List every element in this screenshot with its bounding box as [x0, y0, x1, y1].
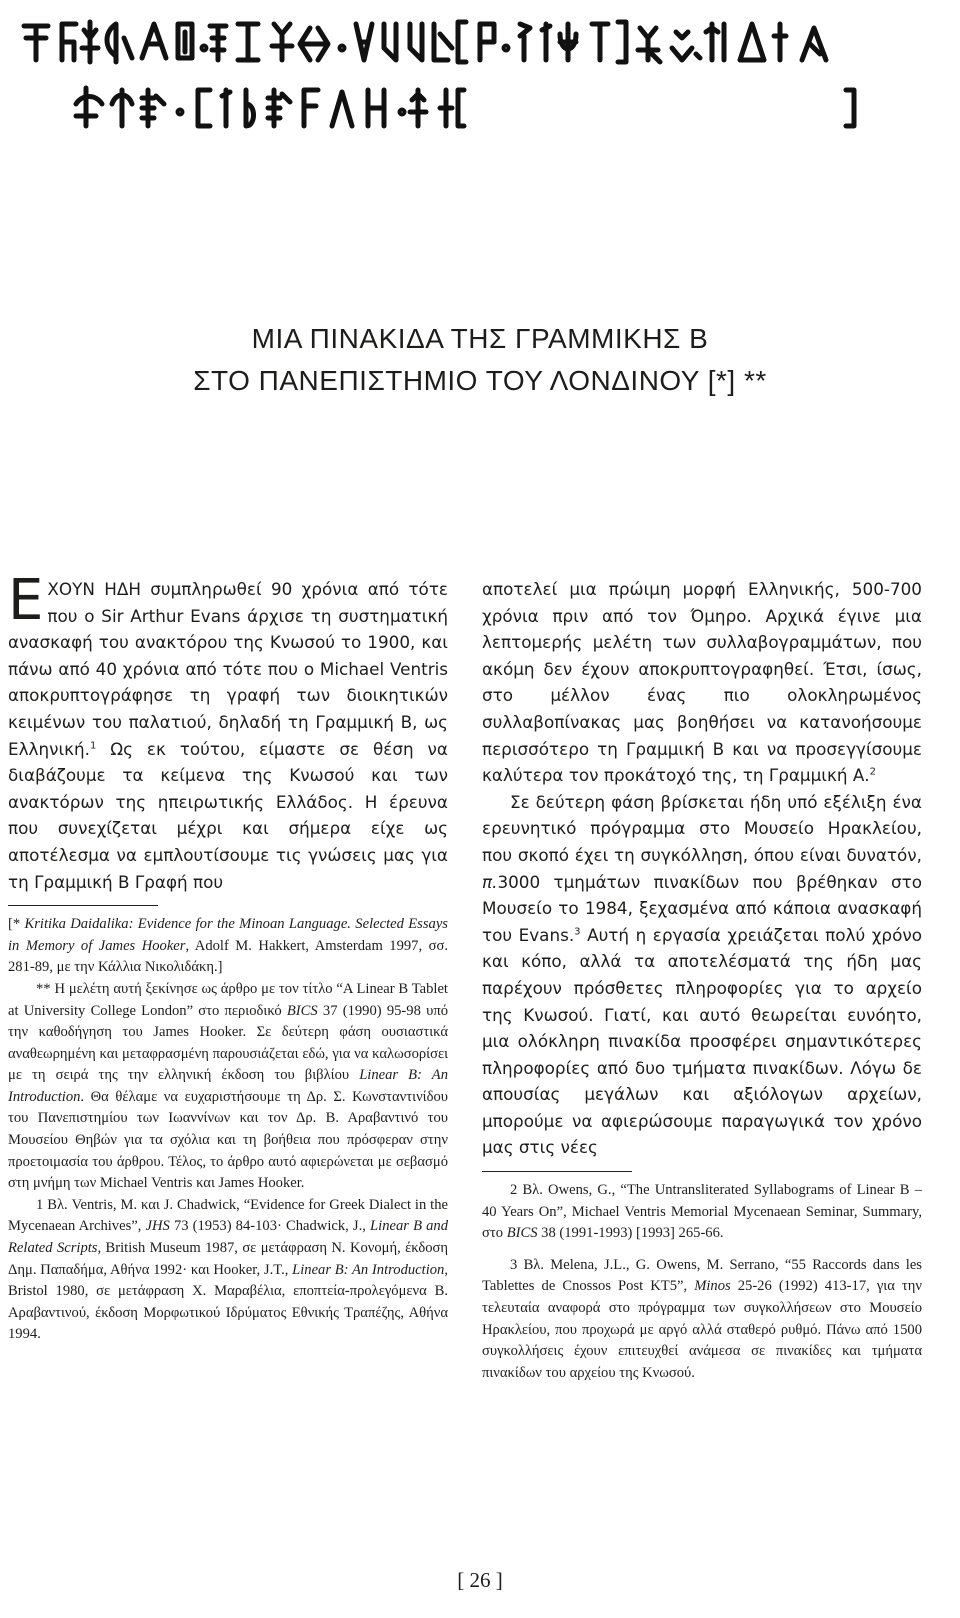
continuation-text: αποτελεί μια πρώιμη μορφή Ελληνικής, 500-700 χρόνια πριν από τον Όμηρο. Αρχικά έγινε μια λεπτομερής μελέτη των συλλαβογραμμάτων, που ακόμη δεν έχουν αποκρυπτογραφηθεί. Έτσι, ίσως, στο μέλλον ένας πιο ολοκληρωμένος συλλαβοπίνακας μας βοηθήσει να κατανοήσουμε περισσότερο τη Γραμμική Β και να προσεγγίσουμε καλύτερα τον προκάτοχό της, τη Γραμμική Α.: [482, 579, 922, 786]
right-footnotes: [482, 1180, 922, 1384]
footnote-3-text-b: 25-26 (1992) 413-17, για την τελευταία αναφορά στο πρόγραμμα των συγκολλήσεων στο Μουσείο Ηρακλείου, που προχωρά με αργό αλλά σταθερό ρυθμό. Πάνω από 1500 συγκολλήσεις έχουν επιτευχθεί ανάμεσα σε πινακίδες και τμήματα πινακίδων του αρχείου της Κνωσού.: [482, 1278, 922, 1381]
linear-b-inscription-image: [12, 8, 948, 138]
footnote-double-star: [8, 979, 448, 1195]
second-phase-text-a: Σε δεύτερη φάση βρίσκεται ήδη υπό εξέλιξη ένα ερευνητικό πρόγραμμα στο Μουσείο Ηρακλείου, που σκοπό έχει τη συγκόλληση, όπου είναι δυνατόν,: [482, 791, 922, 865]
footnote-2: [482, 1180, 922, 1245]
footnote-star-details: , Adolf M. Hakkert, Amsterdam 1997, σσ. 281-89, με την Κάλλια Νικολιδάκη.]: [8, 937, 448, 976]
footnote-divider: [8, 905, 158, 906]
footnote-1: [8, 1195, 448, 1346]
title-line-1: ΜΙΑ ΠΙΝΑΚΙΔΑ ΤΗΣ ΓΡΑΜΜΙΚΗΣ Β: [251, 323, 709, 354]
footnote-star-prefix: [*: [8, 916, 25, 933]
right-body-text: [482, 576, 922, 1161]
footnote-1-text-d: , Bristol 1980, σε μετάφραση Χ. Μαραβέλια, εποπτεία-προλεγόμενα Β. Αραβαντινού, έκδοση Μορφωτικού Ιδρύματος Εθνικής Τραπέζης, Αθήνα 1994.: [8, 1261, 448, 1343]
footnote-3-text-a: 3 Βλ. Melena, J.L., G. Owens, M. Serrano, “55 Raccords dans les Tablettes de Cnossos Post KT5”,: [482, 1256, 922, 1295]
left-column: [8, 568, 448, 1346]
second-phase-paragraph: [482, 789, 922, 1161]
footnote-3-journal: Minos: [694, 1278, 731, 1295]
footnote-1-text-a: 1 Βλ. Ventris, M. και J. Chadwick, “Evidence for Greek Dialect in the Mycenaean Archives”,: [8, 1196, 448, 1235]
footnote-dstar-text-a: ** Η μελέτη αυτή ξεκίνησε ως άρθρο με τον τίτλο “A Linear B Tablet at University College London” στο περιοδικό: [8, 980, 448, 1019]
footnote-ref-3[interactable]: 3: [574, 926, 581, 938]
footnote-1-book-1: Linear B and Related Scripts: [8, 1218, 448, 1257]
circa-abbrev: π.: [482, 871, 498, 892]
footnote-dstar-book: Linear B: An Introduction: [8, 1067, 448, 1105]
footnote-star-title: Kritika Daidalika: Evidence for the Minoan Language. Selected Essays in Memory of James Hooker: [8, 916, 448, 954]
footnote-divider-right: [482, 1171, 632, 1172]
footnote-2-text-a: 2 Βλ. Owens, G., “The Untransliterated Syllabograms of Linear B – 40 Years On”, Michael Ventris Memorial Mycenaean Seminar, Summary, στο: [482, 1182, 922, 1242]
footnote-1-book-2: Linear B: An Introduction: [292, 1261, 445, 1278]
footnote-2-text-b: 38 (1991-1993) [1993] 265-66.: [537, 1225, 724, 1242]
footnote-3: [482, 1255, 922, 1385]
footnote-star: [8, 914, 448, 979]
footnote-1-text-b: 73 (1953) 84-103· Chadwick, J.,: [169, 1218, 371, 1235]
footnote-ref-2[interactable]: 2: [869, 766, 877, 778]
footnote-spacer: [482, 1245, 922, 1255]
footnote-2-journal: BICS: [506, 1225, 538, 1242]
footnote-dstar-text-c: . Θα θέλαμε να ευχαριστήσουμε τη Δρ. Σ. Κωνσταντινίδου του Πανεπιστημίου των Ιωαννίνων και τον Δρ. Β. Αραβαντινό του Μουσείου Θηβών για τα σχόλια και τη βοήθεια που πρόσφεραν στην προετοιμασία του άρθρου. Τέλος, το άρθρο αυτό αφιερώνεται με σεβασμό στη μνήμη των Michael Ventris και James Hooker.: [8, 1088, 448, 1192]
intro-text-a: ΧΟΥΝ ΗΔΗ συμπληρωθεί 90 χρόνια από τότε που ο Sir Arthur Evans άρχισε τη συστηματική ανασκαφή του ανακτόρου της Κνωσού το 1900, και πάνω από 40 χρόνια από τότε που ο Michael Ventris αποκρυπτογράφησε τη γραφή των διοικητικών κειμένων του παλατιού, δηλαδή τη Γραμμική Β, ως Ελληνική.: [8, 579, 448, 759]
second-phase-text-b: 3000 τμημάτων πινακίδων που βρέθηκαν στο Μουσείο το 1984, ξεχασμένα από κάποια ανασκαφή του Evans.: [482, 871, 922, 945]
footnote-dstar-journal: BICS: [286, 1002, 318, 1019]
footnote-ref-1[interactable]: 1: [90, 739, 97, 751]
linear-b-banner: [12, 8, 948, 138]
intro-text-b: Ως εκ τούτου, είμαστε σε θέση να διαβάζουμε τα κείμενα της Κνωσού και των ανακτόρων της ηπειρωτικής Ελλάδος. Η έρευνα που συνεχίζεται μέχρι και σήμερα είχε ως αποτέλεσμα να εμπλουτίσουμε τις γνώσεις μας για τη Γραμμική Β Γραφή που: [8, 738, 448, 892]
left-footnotes: [8, 914, 448, 1346]
footnote-1-text-c: , British Museum 1987, σε μετάφραση Ν. Κονομή, έκδοση Δημ. Παπαδήμα, Αθήνα 1992· και Hooker, J.T.,: [8, 1240, 448, 1278]
continuation-paragraph: [482, 576, 922, 789]
footnote-dstar-text-b: 37 (1990) 95-98 υπό την καθοδήγηση του James Hooker. Σε δεύτερη φάση ουσιαστικά αναθεωρημένη και μεταφρασμένη παρουσιάζεται εδώ, για να καλωσορίσει με τη σειρά της την ελληνική έκδοση του βιβλίου: [8, 1002, 448, 1084]
second-phase-text-c: Αυτή η εργασία χρειάζεται πολύ χρόνο και κόπο, αλλά τα αποτελέσματά της ήδη μας παρέχουν πρόσθετες πληροφορίες για το αρχείο της Κνωσού. Γιατί, και αυτό θεωρείται ευνόητο, μια ολόκληρη πινακίδα προσφέρει σημαντικότερες πληροφορίες από δυο τμήματα πινακίδων. Λόγω δε απουσίας μεγάλων και αξιόλογων αρχείων, μπορούμε να αφιερώσουμε παραγωγικά τον χρόνο μας στις νέες: [482, 924, 922, 1158]
footnote-1-journal: JHS: [145, 1218, 170, 1235]
intro-paragraph: [8, 568, 448, 895]
right-column: [482, 576, 922, 1384]
title-line-2: ΣΤΟ ΠΑΝΕΠΙΣΤΗΜΙΟ ΤΟΥ ΛΟΝΔΙΝΟΥ [*] **: [193, 365, 767, 396]
drop-cap: Ε: [8, 568, 44, 633]
article-title: [0, 318, 960, 402]
page-number: [ 26 ]: [457, 1568, 503, 1592]
left-body-text: [8, 568, 448, 895]
